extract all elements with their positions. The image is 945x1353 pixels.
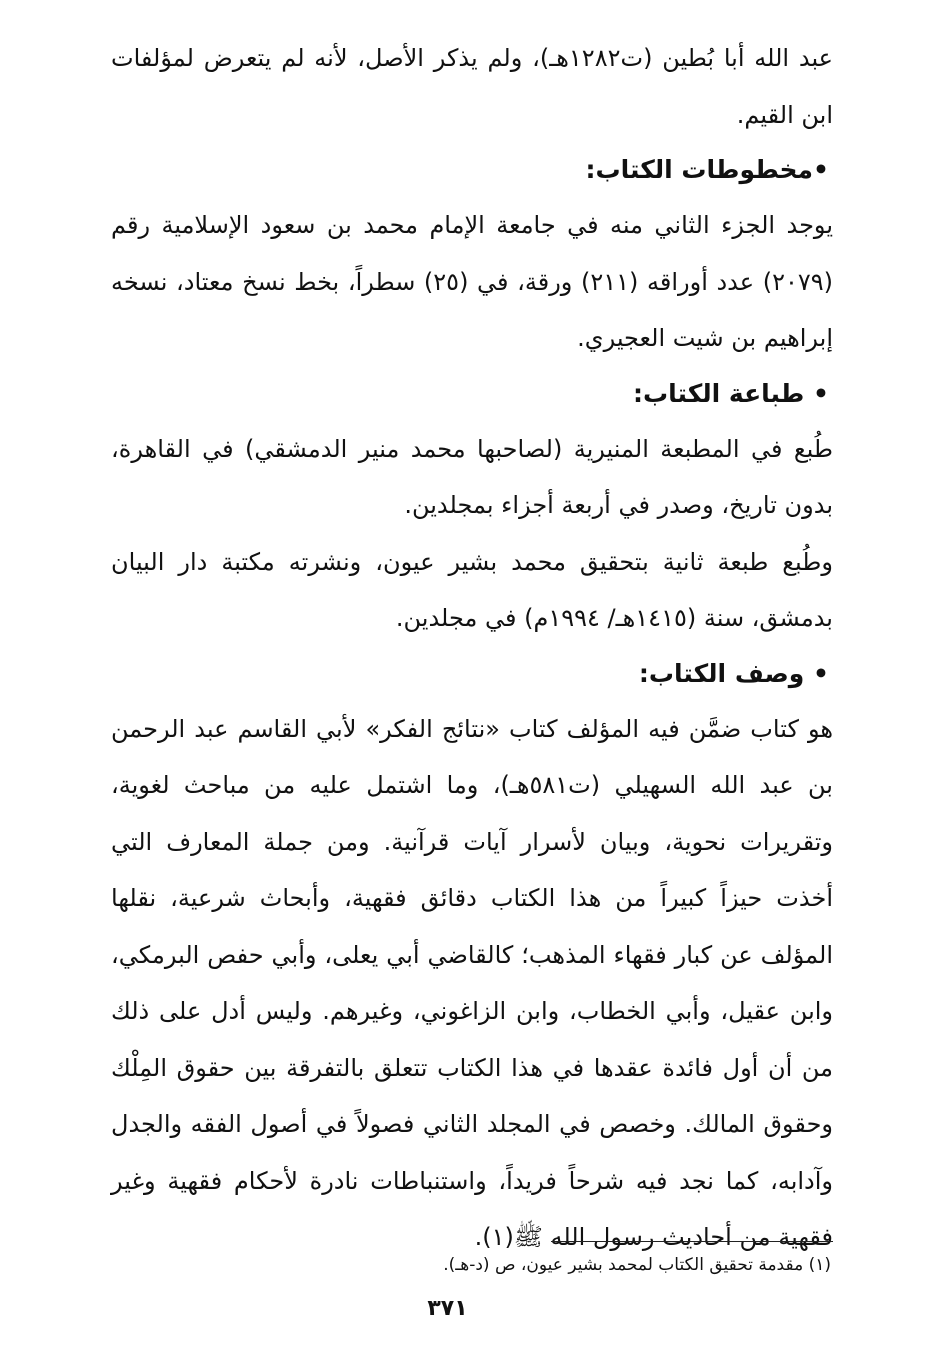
heading-description: • وصف الكتاب: <box>638 658 829 688</box>
heading-manuscripts: •مخطوطات الكتاب: <box>585 155 829 184</box>
paragraph-description: هو كتاب ضمَّن فيه المؤلف كتاب «نتائج الفكر» لأبي القاسم عبد الرحمن بن عبد الله السهيلي (ت٥٨١هـ)، وما اشتمل عليه من مباحث لغوية، وتقريرات نحوية، وبيان لأسرار آيات قرآنية. ومن جملة المعارف التي أخذت حيزاً كبيراً من هذا الكتاب دقائق فقهية، وأبحاث شرعية، نقلها المؤلف عن كبار فقهاء المذهب؛ كالقاضي أبي يعلى، وأبي حفص البرمكي، وابن عقيل، وأبي الخطاب، وابن الزاغوني، وغيرهم. وليس أدل على ذلك من أن أول فائدة عقدها في هذا الكتاب تتعلق بالتفرقة بين حقوق المِلْك وحقوق المالك. وخصص في المجلد الثاني فصولاً في أصول الفقه والجدل وآدابه، كما نجد فيه شرحاً فريداً، واستنباطات نادرة لأحكام فقهية وغير فقهية من أحاديث رسول الله ﷺ(١). <box>111 714 833 1251</box>
footnote-separator <box>551 1241 833 1242</box>
paragraph-printing-second: وطُبع طبعة ثانية بتحقيق محمد بشير عيون، ونشرته مكتبة دار البيان بدمشق، سنة (١٤١٥هـ/ ١٩٩٤م) في مجلدين. <box>111 547 833 632</box>
footnote: (١) مقدمة تحقيق الكتاب لمحمد بشير عيون، ص (د-هـ). <box>443 1255 831 1275</box>
paragraph-printing-first: طُبع في المطبعة المنيرية (لصاحبها محمد منير الدمشقي) في القاهرة، بدون تاريخ، وصدر في أربعة أجزاء بمجلدين. <box>111 434 833 519</box>
paragraph-manuscripts: يوجد الجزء الثاني منه في جامعة الإمام محمد بن سعود الإسلامية رقم (٢٠٧٩) عدد أوراقه (٢١١) ورقة، في (٢٥) سطراً، بخط نسخ معتاد، نسخه إبراهيم بن شيت العجيري. <box>111 211 834 352</box>
page-number: ٣٧١ <box>427 1296 468 1321</box>
heading-printing: • طباعة الكتاب: <box>633 378 829 408</box>
paragraph-intro-continuation: عبد الله أبا بُطين (ت١٢٨٢هـ)، ولم يذكر الأصل، لأنه لم يتعرض لمؤلفات ابن القيم. <box>111 44 834 129</box>
page-body <box>111 30 833 1266</box>
